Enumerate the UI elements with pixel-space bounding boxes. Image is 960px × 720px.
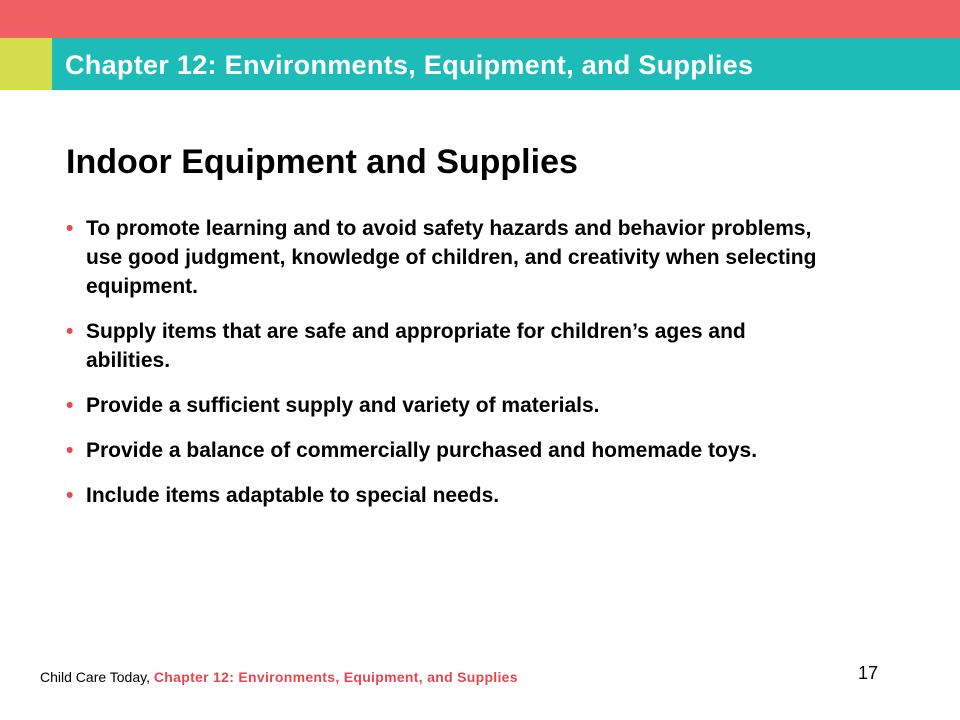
bullet-list [66, 214, 826, 526]
bullet-dot-icon: • [66, 320, 74, 343]
slide-title: Indoor Equipment and Supplies [66, 143, 578, 181]
bullet-text: To promote learning and to avoid safety hazards and behavior problems, use good judgment, knowledge of children, and creativity when selecting equipment. [86, 217, 817, 298]
bullet-dot-icon: • [66, 439, 74, 462]
bullet-text: Provide a sufficient supply and variety of materials. [86, 394, 600, 417]
top-color-band [0, 0, 960, 38]
footer [40, 669, 518, 685]
footer-book-title: Child Care Today, [40, 669, 150, 685]
bullet-item [66, 436, 826, 465]
bullet-item [66, 391, 826, 420]
footer-chapter: Chapter 12: Environments, Equipment, and Supplies [153, 669, 518, 685]
bullet-text: Include items adaptable to special needs. [86, 484, 500, 507]
bullet-dot-icon: • [66, 217, 74, 240]
bullet-text: Provide a balance of commercially purchased and homemade toys. [86, 439, 758, 462]
bullet-text: Supply items that are safe and appropriate for children’s ages and abilities. [86, 320, 746, 372]
bullet-item [66, 214, 826, 301]
bullet-dot-icon: • [66, 394, 74, 417]
bullet-item [66, 317, 826, 375]
chapter-title-bar [52, 38, 960, 90]
bullet-dot-icon: • [66, 484, 74, 507]
accent-block [0, 38, 52, 90]
chapter-title: Chapter 12: Environments, Equipment, and Supplies [65, 50, 754, 80]
bullet-item [66, 481, 826, 510]
page-number: 17 [858, 663, 879, 683]
